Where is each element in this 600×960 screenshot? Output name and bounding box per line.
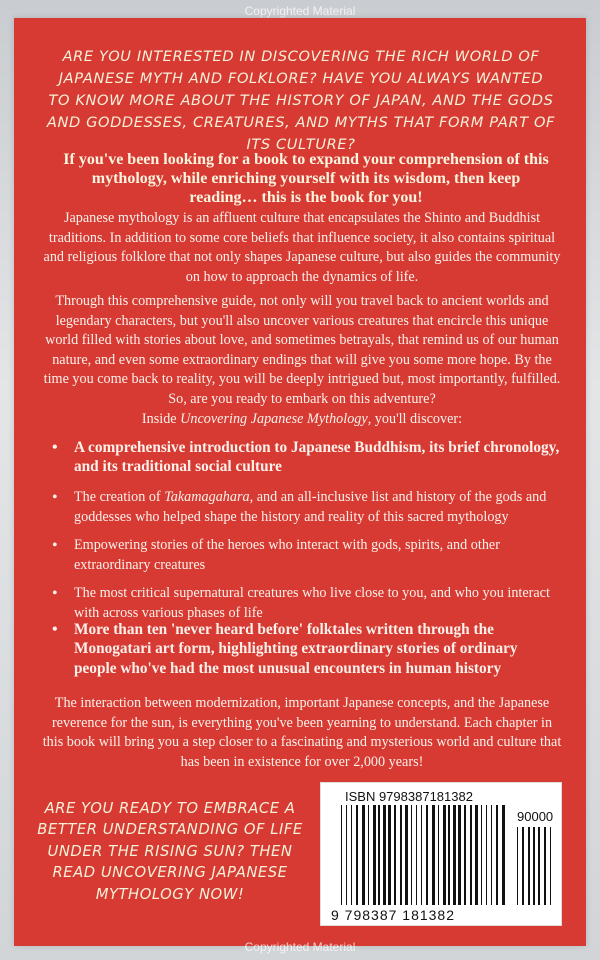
headline: ARE YOU INTERESTED IN DISCOVERING THE RICH WORLD OF JAPANESE MYTH AND FOLKLORE? HAVE YOU ALWAYS WANTED TO KNOW MORE ABOUT THE HISTORY OF JAPAN, AND THE GODS AND GODDESSES, CREATURES, AND MYTHS THAT FORM PART OF ITS CULTURE? (46, 48, 556, 153)
bullet-dot: • (52, 537, 58, 554)
bullet-item (48, 536, 560, 575)
paragraph-3: The interaction between modernization, important Japanese concepts, and the Japanese reverence for the sun, is everything you've been yearning to understand. Each chapter in this book will bring you a step closer to a fascinating and mysterious world and culture that has been in existence for over 2,000 years! (42, 695, 562, 770)
paragraph-2: Through this comprehensive guide, not only will you travel back to ancient worlds and legendary characters, but you'll also uncover various creatures that encircle this unique world filled with stories about love, and sometimes betrayals, that remind us of our human nature, and even some extraordinary endings that will give you some more hope. By the time you come back to reality, you will be deeply intrigued but, most importantly, fulfilled. So, are you ready to embark on this adventure? (43, 293, 561, 407)
bullet-dot: • (52, 439, 58, 456)
bullet-text-rest: , and an all-inclusive list and history of the gods and goddesses who helped shape the history and reality of this sacred mythology (74, 489, 547, 525)
price-bars (517, 827, 553, 905)
bullet-dot: • (52, 489, 58, 506)
barcode (320, 782, 562, 926)
inside-book-title: Uncovering Japanese Mythology (180, 411, 368, 427)
bullet-text: Empowering stories of the heroes who interact with gods, spirits, and other extraordinary creatures (74, 537, 500, 573)
watermark-top: Copyrighted Material (244, 4, 356, 18)
bullet-text: A comprehensive introduction to Japanese Buddhism, its brief chronology, and its traditional social culture (74, 439, 560, 476)
bullet-text: More than ten 'never heard before' folktales written through the Monogatari art form, highlighting extraordinary stories of ordinary people who've had the most unusual encounters in human history (74, 621, 518, 677)
inside-prefix: Inside (141, 411, 181, 427)
isbn-label: ISBN 9798387181382 (345, 789, 473, 804)
bullet-text: The creation of (74, 489, 165, 505)
isbn-digits: 9 798387 181382 (331, 907, 455, 923)
bullet-dot: • (52, 621, 58, 638)
lead-paragraph: If you've been looking for a book to expand your comprehension of this mythology, while enriching yourself with its wisdom, then keep reading… this is the book for you! (63, 151, 549, 206)
inside-suffix: , you'll discover: (367, 411, 463, 427)
bullet-item (48, 584, 560, 623)
bullet-item (48, 438, 560, 477)
bullet-text: The most critical supernatural creatures who live close to you, and who you interact with across various phases of life (74, 585, 550, 621)
barcode-bars (341, 805, 506, 905)
bullet-item (48, 488, 560, 527)
price-code: 90000 (517, 809, 554, 824)
bullet-term: Takamagahara (164, 489, 250, 505)
inside-intro (40, 410, 564, 430)
watermark-bottom: Copyrighted Material (244, 940, 356, 954)
bullet-item (48, 620, 560, 678)
paragraph-1: Japanese mythology is an affluent culture that encapsulates the Shinto and Buddhist traditions. In addition to some core beliefs that influence society, it also contains spiritual and religious folklore that not only shapes Japanese culture, but also guides the community on how to approach the dynamics of life. (43, 210, 561, 285)
bullet-dot: • (52, 585, 58, 602)
call-to-action: ARE YOU READY TO EMBRACE A BETTER UNDERSTANDING OF LIFE UNDER THE RISING SUN? THEN READ UNCOVERING JAPANESE MYTHOLOGY NOW! (37, 800, 303, 903)
